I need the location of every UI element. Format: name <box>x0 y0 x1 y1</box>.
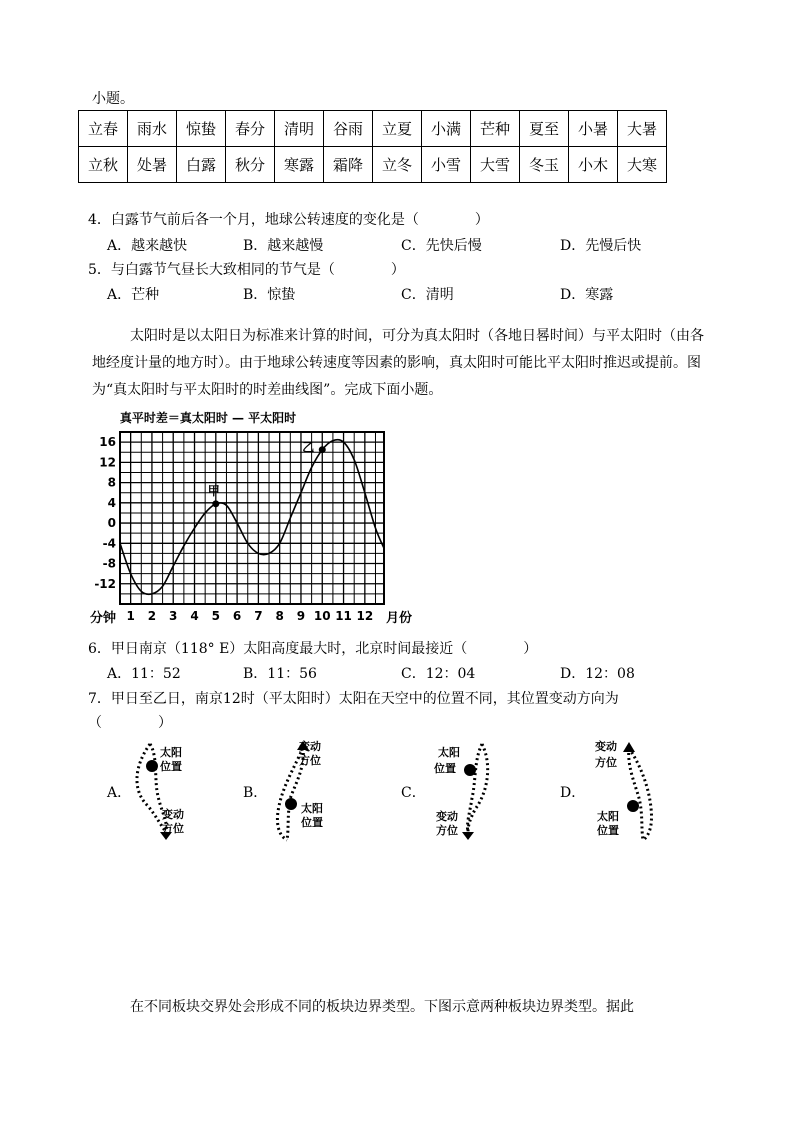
sun-dot <box>627 800 639 812</box>
sun-path-dotted <box>629 748 652 840</box>
q7-option-c-diagram[interactable] <box>420 736 550 846</box>
annotation-label: 乙 <box>302 440 315 455</box>
sun-path-dotted <box>468 744 488 832</box>
q7-option-d-diagram[interactable] <box>585 736 715 846</box>
sun-label-line2: 位置 <box>301 816 323 829</box>
chart-grid <box>120 432 384 604</box>
annotation-point <box>319 446 326 453</box>
table-cell: 小满 <box>422 111 471 147</box>
y-tick-label: -8 <box>102 556 116 571</box>
table-cell: 大寒 <box>618 147 667 183</box>
x-tick-label: 1 <box>126 609 135 623</box>
question-7-stem-continued: （ ） <box>88 715 172 731</box>
sun-label-line1: 太阳 <box>438 746 460 759</box>
intro-tail: 小题。 <box>92 91 134 107</box>
plate-boundary-passage: 在不同板块交界处会形成不同的板块边界类型。下图示意两种板块边界类型。据此 <box>130 999 634 1015</box>
sun-path-dotted <box>467 744 482 832</box>
sun-dot <box>146 760 158 772</box>
q6-option-d[interactable]: D．12：08 <box>560 666 635 682</box>
table-cell: 惊蛰 <box>177 111 226 147</box>
table-cell: 秋分 <box>226 147 275 183</box>
table-cell: 白露 <box>177 147 226 183</box>
question-6-stem: 6．甲日南京（118° E）太阳高度最大时，北京时间最接近（ ） <box>88 641 538 657</box>
x-tick-label: 4 <box>190 609 199 623</box>
table-cell: 立夏 <box>373 111 422 147</box>
question-4-stem: 4．白露节气前后各一个月，地球公转速度的变化是（ ） <box>88 212 489 228</box>
solar-terms-table <box>78 110 667 183</box>
q7-option-b-letter[interactable]: B． <box>243 785 268 801</box>
table-cell: 夏至 <box>520 111 569 147</box>
sun-label-line1: 太阳 <box>160 746 182 759</box>
move-label-line1: 变动 <box>436 810 458 823</box>
sun-label-line2: 位置 <box>434 762 456 775</box>
y-axis-ticks <box>94 435 116 591</box>
move-label-line2: 方位 <box>595 756 617 769</box>
x-tick-label: 11 <box>335 609 352 623</box>
x-tick-label: 12 <box>356 609 374 623</box>
question-7-stem: 7．甲日至乙日，南京12时（平太阳时）太阳在天空中的位置不同，其位置变动方向为 <box>88 691 619 707</box>
q7-option-c-letter[interactable]: C． <box>401 785 426 801</box>
chart-frame <box>120 432 384 604</box>
move-label-line1: 变动 <box>162 808 184 821</box>
y-tick-label: 8 <box>107 475 116 490</box>
x-tick-label: 8 <box>275 609 284 623</box>
table-cell: 寒露 <box>275 147 324 183</box>
sun-label-line1: 太阳 <box>301 802 323 815</box>
table-cell: 清明 <box>275 111 324 147</box>
table-cell: 小木 <box>569 147 618 183</box>
arrow-up-icon <box>623 742 635 752</box>
table-row <box>79 147 667 183</box>
table-cell: 立春 <box>79 111 128 147</box>
question-5-stem: 5．与白露节气昼长大致相同的节气是（ ） <box>88 262 405 278</box>
move-label-line2: 方位 <box>299 754 321 767</box>
y-axis-label: 分钟 <box>90 611 117 626</box>
solar-time-passage: 太阳时是以太阳日为标准来计算的时间，可分为真太阳时（各地日晷时间）与平太阳时（由各地经度计量的地方时）。由于地球公转速度等因素的影响，真太阳时可能比平太阳时推迟或提前。图为“真太阳时与平太阳时的时差曲线图”。完成下面小题。 <box>92 328 704 398</box>
x-axis-ticks <box>126 609 373 623</box>
table-cell: 立秋 <box>79 147 128 183</box>
annotation-point <box>212 500 219 507</box>
table-cell: 冬玉 <box>520 147 569 183</box>
y-tick-label: 4 <box>107 495 116 510</box>
table-cell: 霜降 <box>324 147 373 183</box>
sun-dot <box>285 798 297 810</box>
table-cell: 芒种 <box>471 111 520 147</box>
annotation-label: 甲 <box>207 483 220 498</box>
arrow-down-icon <box>462 832 474 840</box>
move-label-line1: 变动 <box>595 740 617 753</box>
q6-option-b[interactable]: B．11：56 <box>243 666 317 682</box>
y-tick-label: -4 <box>102 536 116 551</box>
table-cell: 立冬 <box>373 147 422 183</box>
table-cell: 谷雨 <box>324 111 373 147</box>
q4-option-b[interactable]: B．越来越慢 <box>243 238 324 254</box>
x-tick-label: 10 <box>313 609 331 623</box>
table-row <box>79 111 667 147</box>
table-cell: 大暑 <box>618 111 667 147</box>
sun-label-line2: 位置 <box>597 824 619 837</box>
q7-option-d-letter[interactable]: D． <box>560 785 586 801</box>
chart-title: 真平时差＝真太阳时 — 平太阳时 <box>119 411 297 425</box>
q5-option-b[interactable]: B．惊蛰 <box>243 287 296 303</box>
table-cell: 处暑 <box>128 147 177 183</box>
y-tick-label: 0 <box>107 516 116 531</box>
move-label-line2: 方位 <box>162 822 184 835</box>
q4-option-c[interactable]: C．先快后慢 <box>401 238 482 254</box>
x-tick-label: 7 <box>254 609 263 623</box>
q5-option-a[interactable]: A．芒种 <box>107 287 160 303</box>
equation-of-time-chart <box>88 402 413 627</box>
x-tick-label: 9 <box>296 609 306 623</box>
table-cell: 大雪 <box>471 147 520 183</box>
sun-label-line1: 太阳 <box>597 810 619 823</box>
q6-option-a[interactable]: A．11：52 <box>107 666 181 682</box>
sun-dot <box>464 764 476 776</box>
y-tick-label: 12 <box>99 455 116 470</box>
q6-option-c[interactable]: C．12：04 <box>401 666 476 682</box>
q7-option-b-diagram[interactable] <box>265 736 395 846</box>
move-label-line2: 方位 <box>436 824 458 837</box>
q7-option-a-letter[interactable]: A． <box>107 785 132 801</box>
x-tick-label: 6 <box>232 609 242 623</box>
table-cell: 雨水 <box>128 111 177 147</box>
x-tick-label: 2 <box>147 609 157 623</box>
sun-label-line2: 位置 <box>160 760 182 773</box>
q7-option-a-diagram[interactable] <box>128 736 258 846</box>
q5-option-c[interactable]: C．清明 <box>401 287 454 303</box>
x-tick-label: 5 <box>211 609 220 623</box>
table-cell: 春分 <box>226 111 275 147</box>
x-axis-label: 月份 <box>386 611 413 626</box>
x-tick-label: 3 <box>169 609 178 623</box>
table-cell: 小雪 <box>422 147 471 183</box>
y-tick-label: 16 <box>99 435 116 450</box>
q4-option-a[interactable]: A．越来越快 <box>107 238 188 254</box>
table-cell: 小暑 <box>569 111 618 147</box>
q4-option-d[interactable]: D．先慢后快 <box>560 238 642 254</box>
y-tick-label: -12 <box>94 576 116 591</box>
move-label-line1: 变动 <box>299 740 321 753</box>
q5-option-d[interactable]: D．寒露 <box>560 287 614 303</box>
